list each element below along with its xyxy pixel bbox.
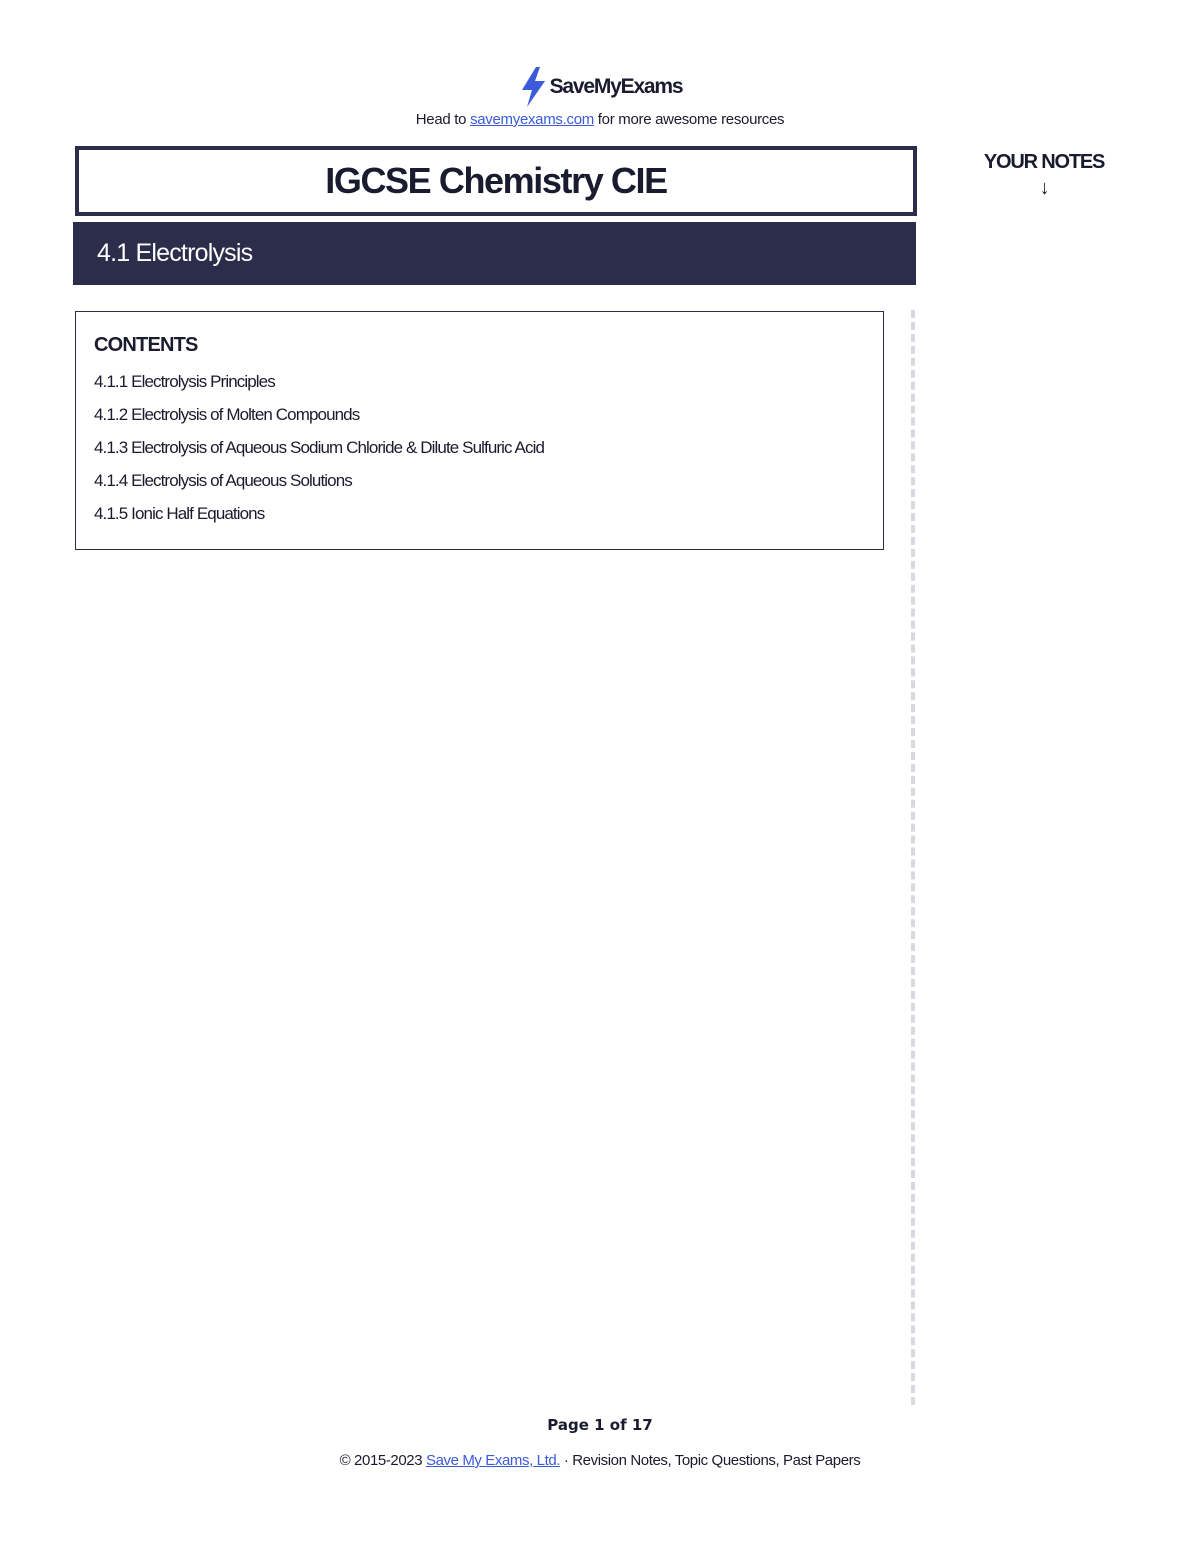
contents-list xyxy=(94,365,865,530)
arrow-down-icon: ↓ xyxy=(1039,177,1049,199)
company-link[interactable]: Save My Exams, Ltd. xyxy=(425,1452,561,1469)
lightning-bolt-icon xyxy=(518,66,548,108)
page-number: Page 1 of 17 xyxy=(547,1416,653,1434)
footer xyxy=(0,1452,1200,1469)
logo-text: SaveMyExams xyxy=(549,75,683,98)
footer-tail: · Revision Notes, Topic Questions, Past Papers xyxy=(560,1452,861,1469)
contents-item-4-1-3[interactable]: 4.1.3 Electrolysis of Aqueous Sodium Chloride & Dilute Sulfuric Acid xyxy=(94,438,545,457)
your-notes-label: YOUR NOTES xyxy=(983,151,1105,173)
document-title-box xyxy=(75,146,917,216)
contents-item-4-1-2[interactable]: 4.1.2 Electrolysis of Molten Compounds xyxy=(94,405,360,424)
tagline-prefix: Head to xyxy=(415,111,471,128)
copyright-text: © 2015-2023 xyxy=(339,1452,426,1469)
contents-item-4-1-4[interactable]: 4.1.4 Electrolysis of Aqueous Solutions xyxy=(94,471,352,490)
contents-box xyxy=(75,311,884,550)
tagline xyxy=(0,111,1200,128)
notes-divider xyxy=(911,310,915,1405)
contents-item-4-1-1[interactable]: 4.1.1 Electrolysis Principles xyxy=(94,372,275,391)
header-logo xyxy=(0,66,1200,113)
section-title: 4.1 Electrolysis xyxy=(97,239,253,267)
contents-heading: CONTENTS xyxy=(94,334,198,356)
savemyexams-link[interactable]: savemyexams.com xyxy=(470,111,594,128)
contents-item-4-1-5[interactable]: 4.1.5 Ionic Half Equations xyxy=(94,504,265,523)
your-notes-panel xyxy=(960,148,1128,200)
document-title: IGCSE Chemistry CIE xyxy=(325,160,667,201)
section-heading-bar xyxy=(73,222,916,285)
tagline-suffix: for more awesome resources xyxy=(593,111,785,128)
